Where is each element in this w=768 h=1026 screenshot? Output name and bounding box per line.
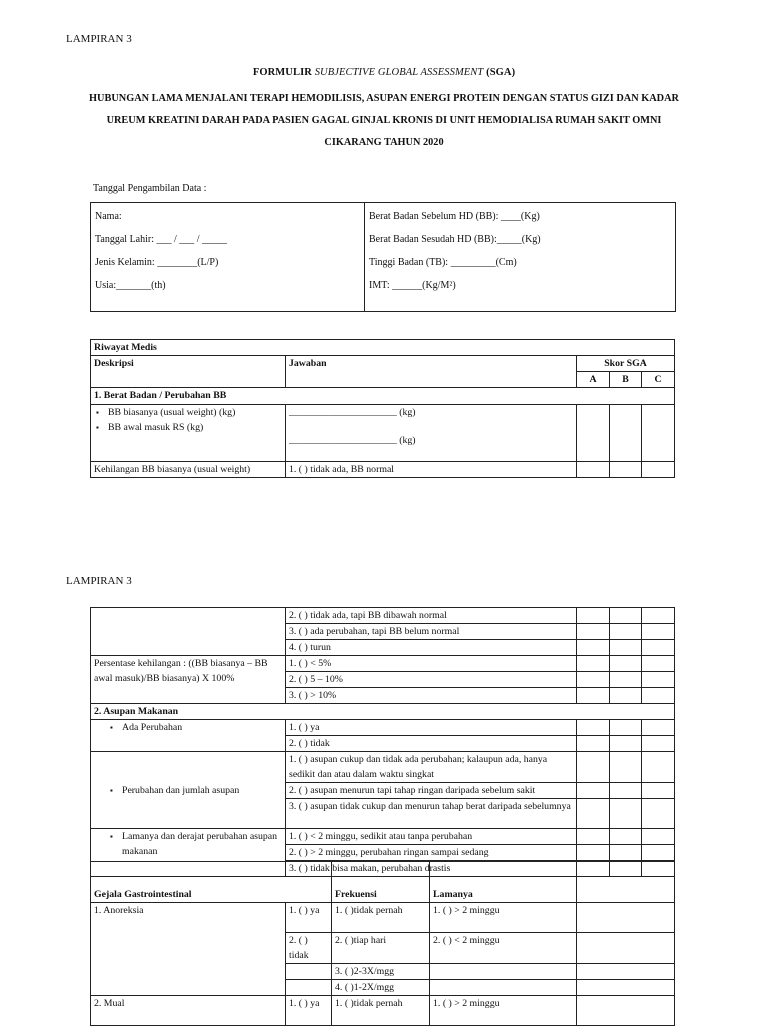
- tanggal-pengambilan-label: Tanggal Pengambilan Data :: [93, 183, 207, 194]
- ada-answer[interactable]: 2. ( ) tidak: [286, 736, 577, 752]
- jenis-kelamin-field[interactable]: Jenis Kelamin: ________(L/P): [95, 257, 219, 268]
- lamanya-answer[interactable]: 1. ( ) < 2 minggu, sedikit atau tanpa perubahan: [286, 829, 577, 845]
- score-cell[interactable]: [610, 720, 642, 736]
- bb-sesudah-field[interactable]: Berat Badan Sesudah HD (BB):_____(Kg): [369, 234, 541, 245]
- lamanya-header: Lamanya: [430, 862, 577, 903]
- score-cell[interactable]: [577, 405, 610, 462]
- perubahan-answer[interactable]: 2. ( ) asupan menurun tapi tahap ringan daripada sebelum sakit: [286, 783, 577, 799]
- form-title: FORMULIR SUBJECTIVE GLOBAL ASSESSMENT (SGA): [252, 67, 516, 78]
- identity-left: [91, 203, 365, 312]
- perubahan-answer[interactable]: 1. ( ) asupan cukup dan tidak ada perubahan; kalaupun ada, hanya sedikit dan atau dalam waktu singkat: [286, 752, 577, 783]
- mual-label: 2. Mual: [91, 996, 286, 1026]
- frekuensi-header: Frekuensi: [332, 862, 430, 903]
- kehilangan-answer[interactable]: 3. ( ) ada perubahan, tapi BB belum normal: [286, 624, 577, 640]
- empty-cell: [577, 862, 675, 903]
- kehilangan-answer[interactable]: 1. ( ) tidak ada, BB normal: [286, 462, 577, 478]
- score-cell[interactable]: [642, 462, 675, 478]
- score-cell[interactable]: [642, 783, 675, 799]
- ada-perubahan-cell: [91, 720, 286, 752]
- perubahan-jumlah-label: ▪ Perubahan dan jumlah asupan: [108, 783, 282, 798]
- nama-field[interactable]: Nama:: [95, 211, 122, 222]
- score-cell[interactable]: [577, 720, 610, 736]
- persen-answer[interactable]: 2. ( ) 5 – 10%: [286, 672, 577, 688]
- score-cell[interactable]: [610, 608, 642, 624]
- empty-cell: [286, 964, 332, 980]
- score-cell[interactable]: [610, 640, 642, 656]
- empty-cell: [286, 980, 332, 996]
- sga-table-page2: [90, 607, 675, 877]
- anoreksia-tidak[interactable]: 2. ( ) tidak: [286, 933, 332, 964]
- score-cell[interactable]: [642, 736, 675, 752]
- kehilangan-answer[interactable]: 2. ( ) tidak ada, tapi BB dibawah normal: [286, 608, 577, 624]
- bb-items: [91, 405, 286, 462]
- anoreksia-label: 1. Anoreksia: [91, 903, 286, 996]
- section-asupan-makanan: 2. Asupan Makanan: [91, 704, 675, 720]
- col-c: C: [642, 372, 675, 388]
- sga-table-page1: [90, 339, 675, 478]
- identity-table: [90, 202, 676, 312]
- col-jawaban: Jawaban: [286, 356, 577, 388]
- ada-perubahan-label: ▪ Ada Perubahan: [108, 720, 282, 735]
- score-cell[interactable]: [577, 624, 610, 640]
- lampiran-label-2: LAMPIRAN 3: [66, 575, 132, 587]
- persen-answer[interactable]: 3. ( ) > 10%: [286, 688, 577, 704]
- identity-right: [365, 203, 676, 312]
- score-cell[interactable]: [642, 624, 675, 640]
- anoreksia-frek[interactable]: 4. ( )1-2X/mgg: [332, 980, 430, 996]
- score-cell[interactable]: [642, 640, 675, 656]
- col-skor-sga: Skor SGA: [577, 356, 675, 372]
- score-cell[interactable]: [577, 799, 610, 829]
- col-b: B: [610, 372, 642, 388]
- kehilangan-answer[interactable]: 4. ( ) turun: [286, 640, 577, 656]
- lamanya-answer[interactable]: 2. ( ) > 2 minggu, perubahan ringan sampai sedang: [286, 845, 577, 861]
- score-cell[interactable]: [642, 720, 675, 736]
- mual-ya[interactable]: 1. ( ) ya: [286, 996, 332, 1026]
- score-cell[interactable]: [610, 688, 642, 704]
- score-cell[interactable]: [577, 462, 610, 478]
- score-cell[interactable]: [610, 624, 642, 640]
- bb-biasanya-answer[interactable]: ______________________ (kg): [289, 407, 416, 418]
- anoreksia-frek[interactable]: 1. ( )tidak pernah: [332, 903, 430, 933]
- score-cell[interactable]: [642, 845, 675, 861]
- bb-awal-label: ▪ BB awal masuk RS (kg): [94, 420, 282, 435]
- gejala-table: [90, 861, 675, 1026]
- research-heading: HUBUNGAN LAMA MENJALANI TERAPI HEMODILISIS, ASUPAN ENERGI PROTEIN DENGAN STATUS GIZI DAN KADAR UREUM KREATINI DARAH PADA PASIEN GAGAL GINJAL KRONIS DI UNIT HEMODIALISA RUMAH SAKIT OMNI CIKARANG TAHUN 2020: [89, 93, 679, 148]
- score-cell[interactable]: [610, 672, 642, 688]
- anoreksia-ya[interactable]: 1. ( ) ya: [286, 903, 332, 933]
- mual-frek[interactable]: 1. ( )tidak pernah: [332, 996, 430, 1026]
- bb-sebelum-field[interactable]: Berat Badan Sebelum HD (BB): ____(Kg): [369, 211, 540, 222]
- empty-cell: [430, 980, 577, 996]
- lamanya-answer[interactable]: 3. ( ) tidak bisa makan, perubahan drastis: [286, 861, 577, 877]
- score-cell[interactable]: [642, 608, 675, 624]
- empty-cell: [577, 980, 675, 996]
- perubahan-answer[interactable]: 3. ( ) asupan tidak cukup dan menurun tahap berat daripada sebelumnya: [286, 799, 577, 829]
- score-cell[interactable]: [642, 829, 675, 845]
- score-cell[interactable]: [610, 845, 642, 861]
- score-cell[interactable]: [642, 752, 675, 783]
- score-cell[interactable]: [610, 405, 642, 462]
- score-cell[interactable]: [610, 656, 642, 672]
- gejala-header: Gejala Gastrointestinal: [91, 862, 332, 903]
- persentase-label: Persentase kehilangan : ((BB biasanya – BB awal masuk)/BB biasanya) X 100%: [91, 656, 286, 704]
- kehilangan-label: Kehilangan BB biasanya (usual weight): [91, 462, 286, 478]
- score-cell[interactable]: [642, 656, 675, 672]
- riwayat-medis-header: Riwayat Medis: [91, 340, 675, 356]
- score-cell[interactable]: [610, 783, 642, 799]
- score-cell[interactable]: [577, 640, 610, 656]
- score-cell[interactable]: [577, 656, 610, 672]
- persen-answer[interactable]: 1. ( ) < 5%: [286, 656, 577, 672]
- score-cell[interactable]: [610, 736, 642, 752]
- empty-cell: [577, 933, 675, 964]
- score-cell[interactable]: [610, 799, 642, 829]
- score-cell[interactable]: [642, 672, 675, 688]
- score-cell[interactable]: [642, 405, 675, 462]
- empty-cell: [430, 964, 577, 980]
- imt-field[interactable]: IMT: ______(Kg/M²): [369, 280, 456, 291]
- col-a: A: [577, 372, 610, 388]
- bb-biasanya-label: ▪ BB biasanya (usual weight) (kg): [94, 405, 282, 420]
- tanggal-lahir-field[interactable]: Tanggal Lahir: ___ / ___ / _____: [95, 234, 228, 245]
- anoreksia-lama[interactable]: 1. ( ) > 2 minggu: [430, 903, 577, 933]
- lamanya-derajat-label: ▪ Lamanya dan derajat perubahan asupan makanan: [108, 829, 282, 859]
- mual-lama[interactable]: 1. ( ) > 2 minggu: [430, 996, 577, 1026]
- empty-cell: [577, 996, 675, 1026]
- score-cell[interactable]: [577, 672, 610, 688]
- score-cell[interactable]: [610, 752, 642, 783]
- perubahan-jumlah-cell: [91, 752, 286, 829]
- score-cell[interactable]: [610, 829, 642, 845]
- empty-cell: [577, 964, 675, 980]
- empty-cell: [577, 903, 675, 933]
- lampiran-label: LAMPIRAN 3: [66, 33, 132, 45]
- score-cell[interactable]: [577, 783, 610, 799]
- section-berat-badan: 1. Berat Badan / Perubahan BB: [91, 388, 675, 405]
- score-cell[interactable]: [577, 829, 610, 845]
- score-cell[interactable]: [577, 688, 610, 704]
- bb-awal-answer[interactable]: ______________________ (kg): [289, 435, 416, 446]
- ada-answer[interactable]: 1. ( ) ya: [286, 720, 577, 736]
- bb-answers: [286, 405, 577, 462]
- score-cell[interactable]: [577, 736, 610, 752]
- score-cell[interactable]: [642, 799, 675, 829]
- kehilangan-cont: [91, 608, 286, 656]
- score-cell[interactable]: [577, 845, 610, 861]
- score-cell[interactable]: [577, 608, 610, 624]
- anoreksia-frek[interactable]: 2. ( )tiap hari: [332, 933, 430, 964]
- usia-field[interactable]: Usia:_______(th): [95, 280, 166, 291]
- tinggi-badan-field[interactable]: Tinggi Badan (TB): _________(Cm): [369, 257, 517, 268]
- col-deskripsi: Deskripsi: [91, 356, 286, 388]
- score-cell[interactable]: [642, 688, 675, 704]
- anoreksia-lama[interactable]: 2. ( ) < 2 minggu: [430, 933, 577, 964]
- anoreksia-frek[interactable]: 3. ( )2-3X/mgg: [332, 964, 430, 980]
- score-cell[interactable]: [577, 752, 610, 783]
- score-cell[interactable]: [610, 462, 642, 478]
